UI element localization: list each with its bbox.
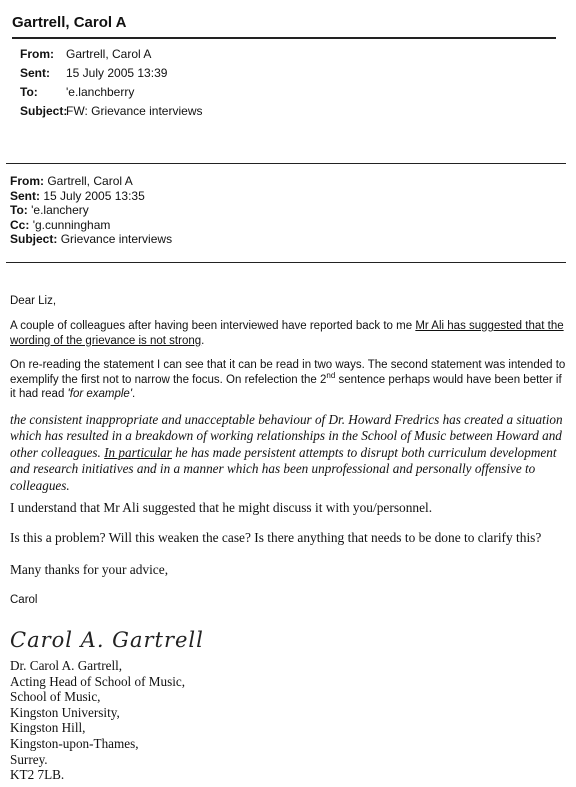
paragraph-questions: Is this a problem? Will this weaken the case? Is there anything that needs to be done to clarify this? (10, 530, 542, 545)
subject-value: FW: Grievance interviews (66, 104, 203, 118)
para2-end: . (132, 388, 136, 401)
to-row (20, 85, 320, 103)
to-label: To: (20, 85, 38, 99)
sent-row (20, 66, 320, 84)
paragraph-rereading (10, 358, 570, 402)
address-line: Kingston University, (10, 704, 120, 720)
forward-divider (6, 163, 566, 164)
address-line: Dr. Carol A. Gartrell, (10, 658, 123, 673)
handwritten-signature: Carol A. Gartrell (10, 628, 204, 652)
body-divider (6, 262, 566, 263)
quote-text: the consistent inappropriate and unacceptable behaviour of Dr. Howard Fredrics has created a situation which has resulted in a breakdown of working relationships in the School of Music between Howard and other colleagues. (10, 412, 563, 460)
para1-underlined: Mr Ali has suggested that the wording of the grievance is not strong (10, 320, 564, 347)
paragraph-report (10, 319, 570, 348)
subject-row (20, 104, 320, 122)
fwd-from-label: From: (10, 174, 44, 188)
fwd-cc-label: Cc: (10, 217, 30, 232)
from-label: From: (20, 47, 54, 61)
from-value: Gartrell, Carol A (66, 47, 152, 61)
address-line: Kingston Hill, (10, 720, 86, 736)
from-row (20, 47, 320, 65)
fwd-sent-label: Sent: (10, 188, 40, 203)
para2-text-b: sentence perhaps would have been better if it had read (10, 373, 562, 401)
para2-text: On re-reading the statement I can see that it can be read in two ways. The second statement was intended to exemplify the first not to narrow the focus. On refelection the 2 (10, 359, 566, 386)
sent-value: 15 July 2005 13:39 (66, 66, 168, 80)
email-header (20, 47, 320, 137)
fwd-sent-value: 15 July 2005 13:35 (43, 188, 145, 203)
fwd-to-value: 'e.lanchery (31, 203, 89, 217)
fwd-cc-value: 'g.cunningham (32, 217, 111, 232)
subject-label: Subject: (20, 104, 68, 118)
to-value: 'e.lanchberry (66, 85, 135, 99)
sent-label: Sent: (20, 66, 50, 80)
fwd-from-value: Gartrell, Carol A (47, 174, 133, 188)
address-line: Acting Head of School of Music, (10, 673, 186, 689)
address-line: KT2 7LB. (10, 767, 65, 783)
quote-underlined: In particular (104, 444, 172, 460)
sign-off-name: Carol (10, 594, 38, 606)
fwd-to-row (10, 203, 172, 218)
quote-text-b: he has made persistent attempts to disrupt both curriculum development and research initiatives and in a manner which has been unprofessional and personally offensive to colleagues. (10, 444, 557, 493)
fwd-from-row (10, 174, 172, 189)
header-divider (12, 37, 556, 39)
fwd-subject-value: Grievance interviews (60, 232, 173, 246)
fwd-subject-row (10, 232, 172, 247)
greeting: Dear Liz, (10, 295, 57, 307)
fwd-subject-label: Subject: (10, 232, 58, 246)
quoted-statement (10, 412, 570, 494)
fwd-to-label: To: (10, 203, 28, 217)
fwd-cc-row (10, 218, 172, 233)
para1-text: A couple of colleagues after having been interviewed have reported back to me (10, 320, 416, 332)
address-line: Surrey. (10, 751, 48, 767)
sender-name: Gartrell, Carol A (12, 14, 127, 31)
forwarded-header (10, 174, 172, 247)
para2-example: 'for example' (67, 388, 133, 401)
closing-line: Many thanks for your advice, (10, 562, 169, 577)
address-line: School of Music, (10, 689, 101, 705)
para2-superscript: nd (326, 370, 336, 380)
address-line: Kingston-upon-Thames, (10, 735, 139, 751)
address-block (10, 658, 185, 783)
para1-end: . (201, 334, 205, 347)
fwd-sent-row (10, 189, 172, 204)
paragraph-mr-ali: I understand that Mr Ali suggested that he might discuss it with you/personnel. (10, 500, 433, 515)
